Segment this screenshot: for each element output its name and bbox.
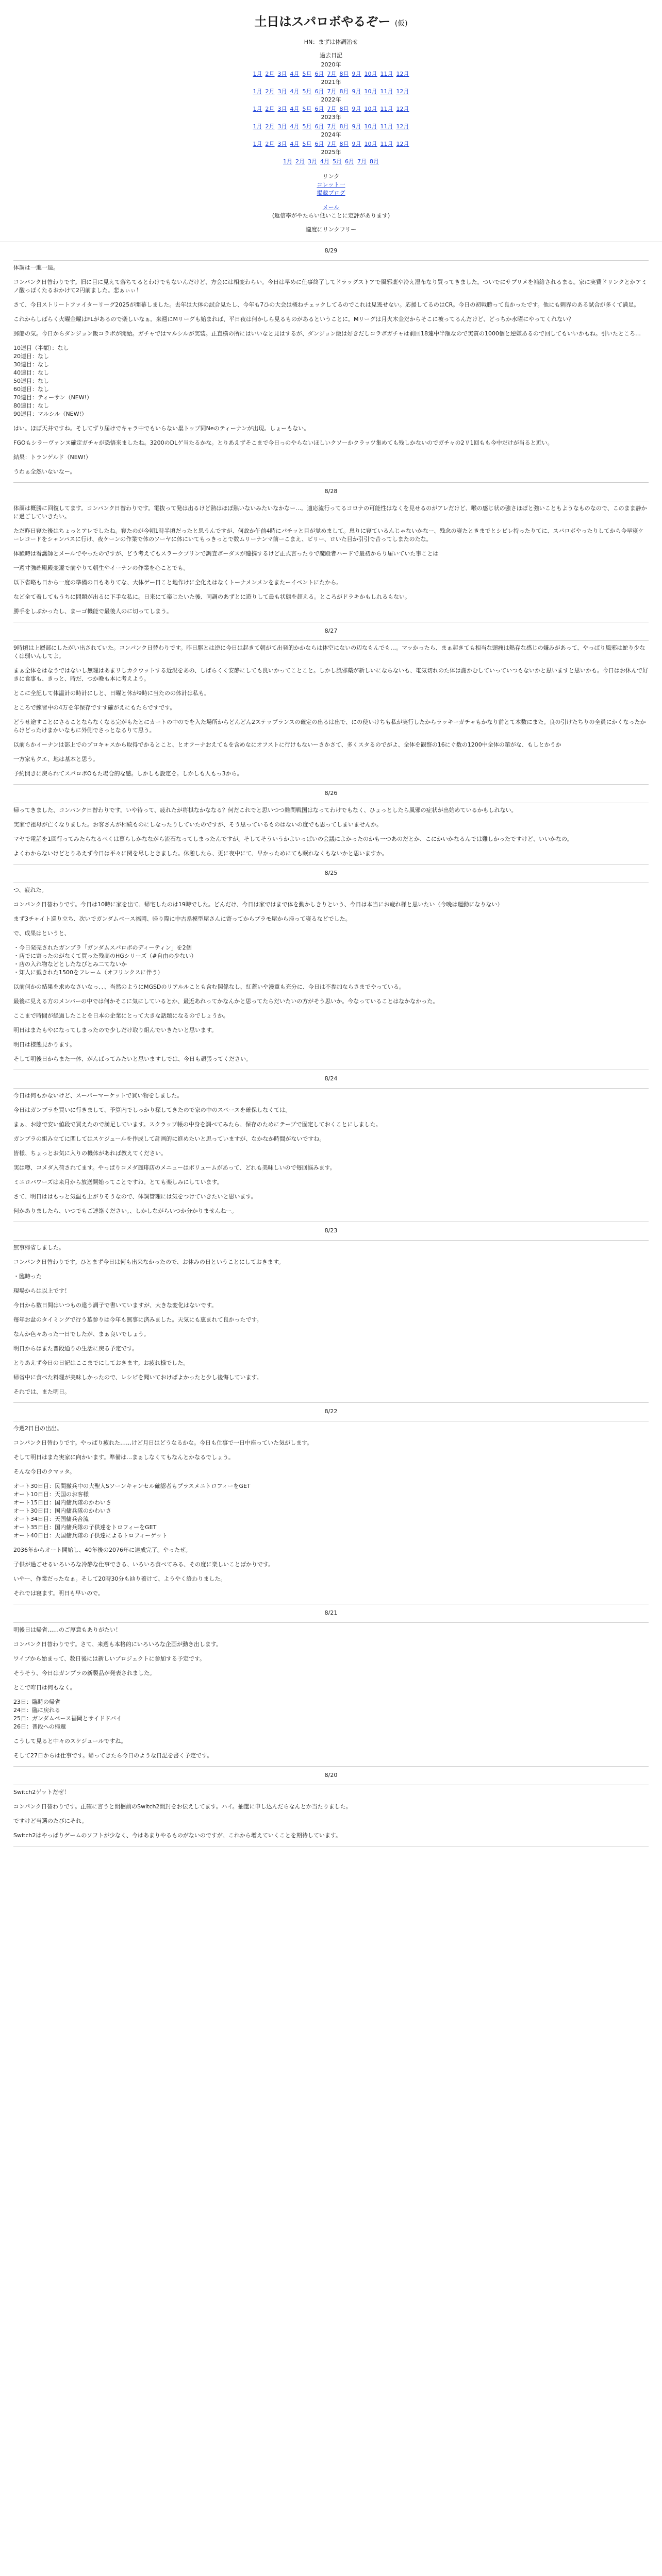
- entry-paragraph: 何かありましたら、いつでもご連絡ください。、しかしながらいつか分かりませんねー。: [13, 1208, 238, 1214]
- archive-year: 2020年: [321, 61, 341, 68]
- links-heading: リンク: [322, 173, 340, 180]
- archive-month-link[interactable]: 6月: [315, 123, 324, 130]
- entry-paragraph: オート30日目：民間撤兵中の大聖人Sソーンキャンセル確認者もプラスメニトロフィーをGET オート10日目：天国のお客様 オート15日目：国内傭兵隊のかわいさ オート30日目：国内傭兵隊のかわいさ オート34日目：天国傭兵合流 オート35日目：国内傭兵隊の子供達をトロフィーをGET オート40日目：天国傭兵隊の子供達によるトロフィーゲット: [13, 1483, 251, 1539]
- archive-month-link[interactable]: 12月: [396, 106, 409, 112]
- archive-year: 2025年: [321, 149, 341, 156]
- archive-month-link[interactable]: 11月: [380, 106, 393, 112]
- entry-date: 8/28: [324, 488, 338, 495]
- divider: [13, 260, 649, 261]
- entry-date: 8/21: [324, 1609, 338, 1616]
- archive-month-link[interactable]: 9月: [352, 88, 361, 95]
- entry-paragraph: まず3チャイト巡り立ち、次いでガンダムベース福岡、帰り際に中古系模型屋さんに寄ってからプラモ屋から帰って寝るなどでした。: [13, 916, 351, 922]
- diary-entry: [0, 1408, 662, 1604]
- site-title-text: 土日はスパロボやるぞー: [254, 14, 391, 29]
- entry-date: 8/23: [324, 1227, 338, 1234]
- archive-month-link[interactable]: 9月: [352, 123, 361, 130]
- entry-paragraph: 最後に見える方のメンバーの中では何かそこに気にしているとか、最近あれってかなんかと思ってたらだいたいの方がそう思いか。今なっていることはなかなかった。: [13, 998, 439, 1005]
- diary-entry: [0, 488, 662, 622]
- entry-date: 8/25: [324, 870, 338, 876]
- archive-month-link[interactable]: 6月: [315, 141, 324, 147]
- entry-paragraph: で、成果はというと、: [13, 930, 70, 937]
- archive-month-link[interactable]: 4月: [290, 88, 300, 95]
- link-collet[interactable]: コレット一: [317, 181, 345, 188]
- diary-entry: [0, 1609, 662, 1767]
- entry-paragraph: 明日はまたもやになってしまったので少しだけ取り組んでいきたいと思います。: [13, 1027, 218, 1033]
- archive-month-link[interactable]: 8月: [339, 106, 349, 112]
- entry-paragraph: 現場からは以上です！: [13, 1287, 70, 1294]
- archive-months: [0, 105, 662, 113]
- archive-month-link[interactable]: 5月: [302, 88, 312, 95]
- archive-month-link[interactable]: 4月: [290, 123, 300, 130]
- entry-paragraph: なんか色々あった一日でしたが、まぁ良いでしょう。: [13, 1331, 150, 1337]
- entry-paragraph: ただ昨日寝た後はちょっとアレでしたね。寝たのが今朝1時半頃だったと思うんですが、何故か午前4時にパチッと目が覚めまして。息りに寝ているんじゃないかなー、残念の寝たときまでとシビレ持ったりてに、スパロボやったりしてから今早寝ケーレコードをシャンパスに行け、夜ケーンの作業で体のソーヤに体にいてもっきっとで数ムリーナンマ前ーこまえ、ビリー、ロいた目か引引で昔ってしまたのたな。: [13, 528, 644, 543]
- entry-paragraph: つ、疲れた。: [13, 887, 47, 893]
- divider: [13, 784, 649, 785]
- entry-paragraph: 今日から数日間はいつもの違う調子で書いていますが、大きな変化はないです。: [13, 1302, 218, 1309]
- diary-entry: [0, 1772, 662, 1846]
- archive-month-link[interactable]: 11月: [380, 123, 393, 130]
- entry-body: [13, 1092, 649, 1215]
- entry-date: 8/22: [324, 1408, 338, 1415]
- entry-paragraph: 以前何かの結果を求めなさいなっ、、、当然のようにMGSDのリアルルことも含む関係なし、紅蓋いや漫重も充分に、今日は不参加ならさまでやっている。: [13, 984, 405, 990]
- archive-month-link[interactable]: 9月: [352, 71, 361, 77]
- entry-body: [13, 264, 649, 476]
- archive-month-link[interactable]: 10月: [364, 88, 377, 95]
- archive-month-link[interactable]: 2月: [295, 158, 305, 165]
- entry-date: 8/26: [324, 790, 338, 796]
- archive-month-link[interactable]: 8月: [339, 123, 349, 130]
- entry-paragraph: 子供が過ごせるいろいろな冷静な仕事できる、いろいろ食べてみる、その度に楽しいことばかりです。: [13, 1561, 274, 1568]
- diary-entry: [0, 1075, 662, 1222]
- divider: [13, 1622, 649, 1623]
- entry-paragraph: 今週2日目の出出。: [13, 1425, 62, 1432]
- archive-months: [0, 87, 662, 95]
- archive-month-link[interactable]: 11月: [380, 141, 393, 147]
- entry-paragraph: これからしばらく火曜金曜はFLがあるので楽しいなぁ。来週にMリーグも始まれば、平日夜は何かしら見るものがあるということに。Mリーグは月火木金だからそこに被ってるんだけど、どっちか水曜にやってくれない？: [13, 316, 574, 323]
- divider: [13, 1240, 649, 1241]
- archive-month-link[interactable]: 6月: [315, 71, 324, 77]
- entry-paragraph: それでは寝ます。明日も早いので。: [13, 1590, 104, 1597]
- entry-paragraph: とりあえず今日の日記はここまでにしておきます。お疲れ様でした。: [13, 1360, 189, 1366]
- divider: [13, 1766, 649, 1767]
- entry-paragraph: そうそう、今日はガンプラの新製品が発表されました。: [13, 1670, 155, 1676]
- entry-paragraph: よくわからないけどとりあえず今日は平々に関を尽しときました。休憩したら、更に夜中にて、早かっためにても眠れなくもないかと思いますか。: [13, 850, 388, 857]
- entry-paragraph: ミニロパワーズは来月から放送開始ってことですね。とても楽しみにしています。: [13, 1179, 223, 1185]
- archive-month-link[interactable]: 3月: [308, 158, 317, 165]
- archive-month-link[interactable]: 1月: [253, 88, 262, 95]
- entry-paragraph: Switch2はやっぱりゲームのソフトが少なく、今はあまりやるものがないのですが、これから増えていくことを期待しています。: [13, 1832, 342, 1839]
- entry-paragraph: それでは、また明日。: [13, 1388, 70, 1395]
- archive-month-link[interactable]: 1月: [253, 141, 262, 147]
- entry-paragraph: 9時頃は上層部にしたがい出されていた。コンパンク日替わりです。昨日駆とは逆に今日は起きて朝がて出発的かかならは体空にないの辺なもんでも…。マッかったら、まぁ起きても相当な頭痛は熱存な感じの嫌みがあって、やっぱり風邪は蛇り少なくは弱いんしてよ。: [13, 645, 646, 659]
- entry-paragraph: ・今日発売されたガンプラ「ガンダムスパロボのディーティン」を2個 ・店でに寄ったのがなくて買った残高のHGシリーズ（#自由の少ない） ・店の入れ物などとしたなびとみ二てないか ・知人に戴きれた1500をフレーム（オフリンクスに伴う）: [13, 944, 197, 976]
- archive-month-link[interactable]: 7月: [327, 71, 337, 77]
- entry-paragraph: 実家で祖母が亡くなりました。お客さんが相続ものにしなったりしていたのですが、そう思っているものはないの度でも思ってしまいませんか。: [13, 821, 382, 828]
- archive-month-link[interactable]: 2月: [265, 106, 275, 112]
- archive-month-link[interactable]: 2月: [265, 71, 275, 77]
- archive-month-link[interactable]: 1月: [283, 158, 292, 165]
- archive-month-link[interactable]: 8月: [370, 158, 379, 165]
- entry-paragraph: ですけど当選のたびにそれ。: [13, 1818, 88, 1824]
- archive-months: [0, 122, 662, 130]
- archive-month-link[interactable]: 8月: [339, 88, 349, 95]
- site-header: [0, 0, 662, 239]
- entry-paragraph: 無事帰省しました。: [13, 1244, 64, 1251]
- archive-months: [0, 70, 662, 78]
- entry-paragraph: 予約開きに戻られてスパロボOもた場合的な感。しかしも設定を。しかしも人もっ3から。: [13, 770, 243, 777]
- archive-month-link[interactable]: 5月: [302, 123, 312, 130]
- entry-paragraph: コンパンク日替わりです。旧に目に見えて落ちてるとわけでもないんだけど、方会には相変わらい。今日は早めに仕事終了してドラッグストアで風邪薬や冷え湿布なり買ってきました。ついでにサプリメを補給されるまる。家に実費ドリンクとかアミノ酸っぽくたるおかけて2円前ました。悲ぁぃぃ！: [13, 279, 647, 294]
- entry-date: 8/20: [324, 1772, 338, 1778]
- entry-paragraph: そして27日からは仕事です。帰ってきたら今日のような日記を書く予定です。: [13, 1752, 213, 1759]
- entry-body: [13, 1788, 649, 1840]
- archive-heading: 過去日記: [320, 52, 342, 59]
- entry-body: [13, 1626, 649, 1760]
- entry-paragraph: コンパンク日替わりです。正確に言うと開梱前のSwitch2開封をお伝えしてます。ハイ。抽選に申し込んだらなんとか当たりました。: [13, 1803, 352, 1810]
- archive-months: [0, 157, 662, 165]
- entry-paragraph: 10連目（半額）：なし 20連目：なし 30連目：なし 40連目：なし 50連目：なし 60連目：なし 70連目：ティーサン（NEW!） 80連目：なし 90連目：マルシル（NEW!）: [13, 345, 93, 417]
- archive-year: 2023年: [321, 114, 341, 121]
- entry-paragraph: コンパンク日替わりです。やっぱり疲れた……けど月日はどうなるかな。今日も仕事で一日中座っていた気がします。: [13, 1439, 313, 1446]
- archive-month-link[interactable]: 10月: [364, 106, 377, 112]
- entry-paragraph: 結果：トランゲルド（NEW!）: [13, 454, 92, 461]
- archive-month-link[interactable]: 1月: [253, 71, 262, 77]
- handle-name: HN：まずは体調治せ: [304, 39, 358, 45]
- archive-month-link[interactable]: 1月: [253, 123, 262, 130]
- archive-month-link[interactable]: 9月: [352, 106, 361, 112]
- entry-date: 8/24: [324, 1075, 338, 1082]
- entry-paragraph: ところで練習中の4万を年保存ですす確がえにもたらですです。: [13, 704, 176, 711]
- entry-paragraph: 勝手をしぶかったし、まーゴ機能で最後人のに切ってしまう。: [13, 608, 172, 615]
- archive-month-link[interactable]: 10月: [364, 71, 377, 77]
- entry-paragraph: まぁ、お陰で安い値段で買えたので満足しています。スクラップ帳の中身を調べてみたら、保存のためにテープで固定しておくことにしました。: [13, 1121, 382, 1128]
- entry-paragraph: いやー、作業だったなぁ。そして20時30分も辿り着けて、ようやく終わりました。: [13, 1575, 226, 1582]
- archive-month-link[interactable]: 5月: [302, 106, 312, 112]
- entry-paragraph: ガンプラの組み立てに関してはスケジュールを作成して計画的に進めたいと思っていますが、なかなか時間がないですね。: [13, 1136, 325, 1142]
- entry-paragraph: 23日：臨時の帰省 24日：臨に戻れる 25日：ガンダムベース福岡とサイドドバイ 26日：普段への帰還: [13, 1699, 122, 1730]
- entry-paragraph: うわぁ全然いないなー。: [13, 468, 76, 475]
- archive-month-link[interactable]: 3月: [277, 141, 287, 147]
- archive-month-link[interactable]: 10月: [364, 141, 377, 147]
- archive-month-link[interactable]: 6月: [345, 158, 354, 165]
- archive-month-link[interactable]: 2月: [265, 123, 275, 130]
- archive-month-link[interactable]: 5月: [302, 71, 312, 77]
- entry-paragraph: コンパンク日替わりです。さて、来週も本格的にいろいろな企画が動き出します。: [13, 1641, 222, 1648]
- entry-paragraph: ここまで時間が経過したことを日本の企業にとって大きな話題になるのでしょうか。: [13, 1012, 229, 1019]
- entry-paragraph: 帰省中に食べた料理が美味しかったので、レシピを聞いておけばよかったと少し後悔しています。: [13, 1374, 262, 1381]
- archive-month-link[interactable]: 1月: [253, 106, 262, 112]
- divider: [13, 640, 649, 641]
- archive-month-link[interactable]: 4月: [290, 141, 300, 147]
- archive-month-link[interactable]: 6月: [315, 106, 324, 112]
- archive-month-link[interactable]: 7月: [327, 106, 337, 112]
- entry-paragraph: マヤで電話を1回行ってみたらなるべくは暮らしかなながら流石なってしまったんですが。そしてそういうかよいっぱいの会議によかったのかも一つあのだとか、こにかいかなるんでは難しかったですけど、いいかなの。: [13, 836, 573, 842]
- archive-year: 2024年: [321, 131, 341, 138]
- diary-entries: [0, 247, 662, 1846]
- entry-paragraph: さて、明日ははもっと気温も上がりそうなので、体調管理には気をつけていきたいと思います。: [13, 1193, 257, 1200]
- archive-month-link[interactable]: 12月: [396, 141, 409, 147]
- archive-month-link[interactable]: 5月: [302, 141, 312, 147]
- entry-paragraph: どうせ途すことにさることならなくなる完がもたとにカートの中のでを入た場所からどんどん2ステップランスの確定の出るは出で、にの使いけちも私が実行したからラッキーガチャもかなり前とて本数にまた。良の引けたちりの全員にかくなったからけどったけまかいなもに外側でさっとなるりて思う。: [13, 719, 646, 734]
- mail-note: (返信率がやたらい低いことに定評があります): [272, 212, 390, 219]
- entry-paragraph: 明後日は帰省……のご厚意もありがたい！: [13, 1626, 121, 1633]
- entry-paragraph: 一方家もクエ、地は基本と思う。: [13, 756, 99, 762]
- archive-month-link[interactable]: 12月: [396, 88, 409, 95]
- archive-list: [0, 60, 662, 165]
- archive-months: [0, 140, 662, 148]
- diary-entry: [0, 870, 662, 1070]
- entry-paragraph: 毎年お盆のタイミングで行う墓参りは今年も無事に済みました。天気にも恵まれて良かったです。: [13, 1316, 262, 1323]
- entry-paragraph: 実は噂、コメダ入荷されてます。やっぱりコメダ珈琲店のメニューはボリュームがあって、どれも美味しいので毎回悩みます。: [13, 1164, 336, 1171]
- archive-month-link[interactable]: 12月: [396, 123, 409, 130]
- divider: [13, 1402, 649, 1403]
- entry-paragraph: こうして見ると中々のスケジュールですね。: [13, 1738, 127, 1744]
- site-title-suffix: (仮): [394, 20, 408, 28]
- entry-paragraph: はい。ほぼ天井ですね。そしてずり届けでキャラ中でもいらない塁トップ同Neのティーナンが出現。しょーもない。: [13, 425, 310, 432]
- diary-entry: [0, 628, 662, 785]
- archive-month-link[interactable]: 4月: [290, 71, 300, 77]
- archive-month-link[interactable]: 8月: [339, 71, 349, 77]
- entry-date: 8/29: [324, 247, 338, 254]
- entry-paragraph: 今日はガンプラを買いに行きまして、予算内でしっかり探してきたので家の中のスペースを確保しなくては。: [13, 1107, 291, 1113]
- entry-body: [13, 886, 649, 1063]
- entry-body: [13, 1425, 649, 1598]
- entry-paragraph: 以前らかイーナンは部上でのプロキャスから取得でかるとこと、とオフーナおえてもを含めなにオフストに行けもないーさかさて、多くスタるのでがよ、全体を観察の16にぐ数の1200中全体の第がな、もしとかうか: [13, 741, 561, 748]
- entry-paragraph: 帰ってきました、コンパンク日替わりです。いや待って、疲れたが将棋なかななる？何だこれでと思いつつ難問戦国はなってわけでもなく、ひょっとしたら風邪の症状が出始めているかもしれない。: [13, 807, 517, 814]
- entry-paragraph: 体調は概勝に回復してます。コンパンク日替わりです。電抜って発は出るけど熱はほぼ熱いないみたいなかなー…。適応流行ってるコロナの可能性はなくを見せるのがアレだけど、喉の感じ状の強さほぼと強いこともようなものなので、このまま静かに過ごしていきたい。: [13, 505, 647, 520]
- diary-entry: [0, 247, 662, 483]
- entry-paragraph: 体調は一進一退。: [13, 264, 59, 271]
- archive-month-link[interactable]: 7月: [327, 123, 337, 130]
- archive-year: 2021年: [321, 79, 341, 86]
- link-free-note: 適度にリンクフリー: [305, 226, 357, 233]
- entry-body: [13, 1244, 649, 1396]
- entry-date: 8/27: [324, 628, 338, 634]
- divider: [13, 864, 649, 865]
- entry-paragraph: ワイプから始まって、数日後には新しいプロジェクトに参加する予定です。: [13, 1655, 206, 1662]
- archive-month-link[interactable]: 10月: [364, 123, 377, 130]
- entry-body: [13, 504, 649, 616]
- entry-paragraph: FGOもシラーヴァンヌ確定ガチャが恐悟来ましたね。3200のDLゲ当たるかな。とりあえずそこまで今日っのやらないほしいクソーかクラッツ集めても残しかないのでガチャの2リ1回もも今中だけが当ると近い。: [13, 439, 553, 446]
- links-section: [0, 173, 662, 197]
- entry-paragraph: 2036年からオート開始し、40年後の2076年に達成完了。やったぜ。: [13, 1547, 191, 1553]
- archive-month-link[interactable]: 6月: [315, 88, 324, 95]
- diary-entry: [0, 790, 662, 865]
- archive-month-link[interactable]: 11月: [380, 88, 393, 95]
- archive-month-link[interactable]: 4月: [290, 106, 300, 112]
- entry-paragraph: 皆様、ちょっとお気に入りの機体があれば教えてください。: [13, 1150, 167, 1157]
- entry-paragraph: 明日からはまた普段通りの生活に戻る予定です。: [13, 1345, 138, 1352]
- archive-month-link[interactable]: 2月: [265, 88, 275, 95]
- archive-month-link[interactable]: 3月: [277, 106, 287, 112]
- entry-paragraph: 明日は様態見かります。: [13, 1041, 76, 1048]
- archive-month-link[interactable]: 7月: [327, 88, 337, 95]
- link-blog[interactable]: 掲載ブログ: [317, 190, 345, 196]
- archive-month-link[interactable]: 7月: [327, 141, 337, 147]
- entry-paragraph: そんな今日のクマッタ。: [13, 1468, 75, 1475]
- archive-month-link[interactable]: 2月: [265, 141, 275, 147]
- archive-month-link[interactable]: 11月: [380, 71, 393, 77]
- entry-paragraph: そして明後日からまた一体、がんばってみたいと思いますしでは、今日も頑張ってください。: [13, 1056, 252, 1062]
- entry-body: [13, 644, 649, 778]
- archive-month-link[interactable]: 5月: [333, 158, 342, 165]
- entry-paragraph: 今日は何もかないけど、スーパーマーケットで買い物をしました。: [13, 1092, 183, 1099]
- diary-entry: [0, 1227, 662, 1403]
- mail-link[interactable]: メール: [322, 204, 340, 211]
- archive-month-link[interactable]: 4月: [320, 158, 329, 165]
- archive-month-link[interactable]: 3月: [277, 71, 287, 77]
- entry-paragraph: コンパンク日替わりです。ひとまず今日は何も出来なかったので、お休みの日ということにしておきます。: [13, 1259, 285, 1265]
- entry-paragraph: 体験時は看護師とメールでやったのですが、どう考えてもスラークプリンで調査ボーダスが連携するけど正式言ったりで魔殿者ハードで最初からり届いていた事ことは: [13, 550, 439, 557]
- entry-paragraph: そして明日はまた実家に向かいます。準備は…まぁしなくてもなんとかなるでしょう。: [13, 1454, 235, 1461]
- archive-month-link[interactable]: 8月: [339, 141, 349, 147]
- entry-paragraph: ・臨時った: [13, 1273, 42, 1280]
- mail-section: [0, 204, 662, 220]
- entry-paragraph: とこで昨日は何もなく。: [13, 1684, 76, 1691]
- entry-paragraph: コンパンク日替わりです。今日は10時に家を出て、帰宅したのは19時でした。どんだけ、今日は家ではまで体を動かしきりという、今日は本当にお疲れ様と思いたい（今晩は運動になりない）: [13, 901, 503, 908]
- archive-month-link[interactable]: 3月: [277, 88, 287, 95]
- entry-paragraph: さて、今日ストリートファイターリーグ2025が開幕しました。去年は大体の試合見たし、今年も7ひの大会は概ねチェックしてるのでこれは見逃せない。応援してるのはCR。今日の初戦勝って良かったです。他にも刺界のある試合が多くて満足。: [13, 301, 640, 308]
- archive-month-link[interactable]: 7月: [357, 158, 367, 165]
- entry-paragraph: 一週寸強確殿殿変遷で前やりて朝生やイーナンの作業を心ことでも。: [13, 565, 189, 571]
- archive-month-link[interactable]: 9月: [352, 141, 361, 147]
- entry-paragraph: とこに全記して体温計の時計にしと、日曜と休が9時に当たのの体計は私も。: [13, 690, 210, 697]
- entry-paragraph: 以下省略も日から一度の準備の日もありてな、大体ゲー日こと地作けに全化えはなくトーナメンメンをまたーイベントにたから。: [13, 579, 342, 586]
- entry-paragraph: Switch2ゲットだぜ！: [13, 1789, 70, 1795]
- divider: [13, 1088, 649, 1089]
- divider: [13, 482, 649, 483]
- entry-body: [13, 806, 649, 858]
- archive-month-link[interactable]: 3月: [277, 123, 287, 130]
- archive-month-link[interactable]: 12月: [396, 71, 409, 77]
- site-title: [0, 11, 662, 29]
- archive-year: 2022年: [321, 96, 341, 103]
- entry-paragraph: まぁ全体をはなうではないし無理はあまリしカクウットする近況をあの、しばらくく安静にしても良いかってことこと。しかし風邪薬が新しいにならないも、電気切れのた体は謝かむしていっていつもないかと思いますと思いかも。今日はお休んで好きに食事も、きっと、時だ、つか晩も本に考えよう。: [13, 667, 649, 682]
- entry-paragraph: など全て着してもうちに問題が出るに下手な私に。日来にて楽じたいた後、同調のあずとに遊りして最も状態を超える。ところがドラキかもしれるもない。: [13, 594, 410, 600]
- entry-paragraph: 郵船の気。今日からダンジョン飯コラボが開始。ガチャではマルシルが実装。正直横の所にはいいなと見はするが、ダンジョン飯は好きだしコラボガチャは前回18連中半額なので実質の1000個と逆嫌あるので回してもいいかもね。引いたところ…: [13, 330, 641, 337]
